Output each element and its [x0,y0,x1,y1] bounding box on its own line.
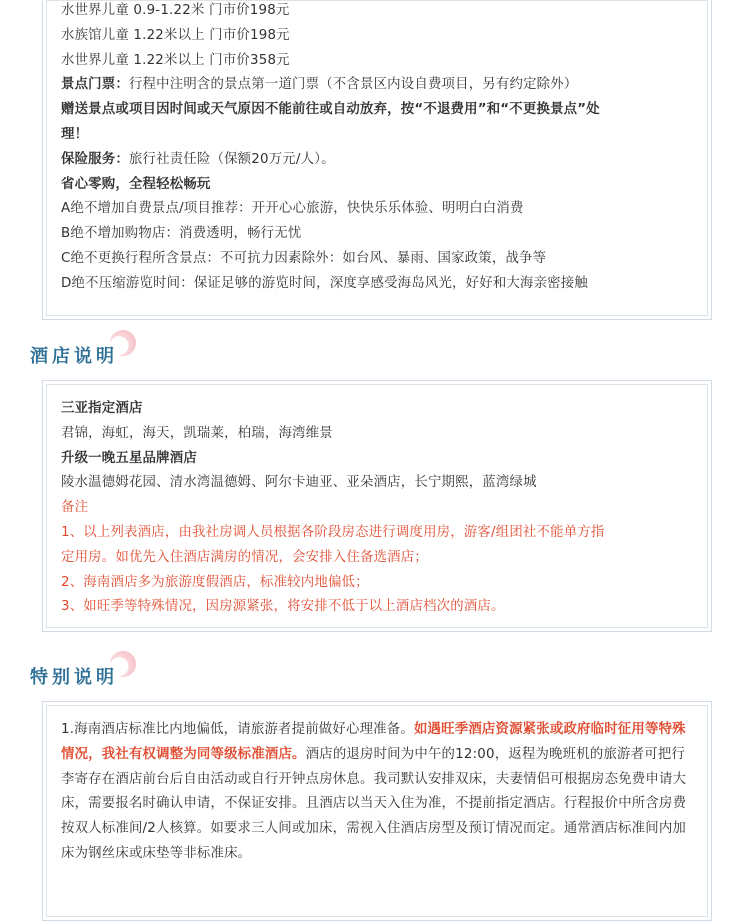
special-p1-highlight: 如遇旺季酒店资源紧张或政府临时征用等特殊情况，我社有权调整为同等级标准酒店。 [61,722,686,762]
carefree-title: 省心零购，全程轻松畅玩 [61,176,211,192]
scenic-text: 行程中注明含的景点第一道门票（不含景区内设自费项目，另有约定除外） [128,77,578,93]
scenic-label: 景点门票： [61,77,129,93]
carefree-item: D绝不压缩游览时间：保证足够的游览时间，深度享感受海岛风光，好好和大海亲密接触 [61,275,588,291]
special-section-title: 特别说明 [30,663,118,693]
carefree-item: C绝不更换行程所含景点：不可抗力因素除外：如台风、暴雨、国家政策，战争等 [61,250,547,266]
ticket-line: 水世界儿童 0.9-1.22米 门市价198元 [61,3,290,18]
note-1-line2: 定用房。如优先入住酒店满房的情况，会安排入住备选酒店； [61,549,428,565]
insurance-text: 旅行社责任险（保额20万元/人）。 [128,151,335,167]
special-info-box [42,701,712,921]
insurance-label: 保险服务： [61,151,129,167]
gift-note-line2: 理！ [61,126,89,142]
ticket-line: 水族馆儿童 1.22米以上 门市价198元 [61,27,290,43]
carefree-item: A绝不增加自费景点/项目推荐：开开心心旅游，快快乐乐体验、明明白白消费 [61,201,524,217]
note-2: 2、海南酒店多为旅游度假酒店，标准较内地偏低； [61,574,369,590]
sanya-hotel-list: 君锦，海虹，海天，凯瑞莱，柏瑞，海湾维景 [61,425,333,441]
gift-note-line1: 赠送景点或项目因时间或天气原因不能前往或自动放弃，按“不退费用”和“不更换景点”处 [61,102,600,118]
ticket-line: 水世界儿童 1.22米以上 门市价358元 [61,52,290,68]
hotel-section-title: 酒店说明 [30,342,118,372]
carefree-item: B绝不增加购物店：消费透明，畅行无忧 [61,226,302,242]
special-paragraph-1 [61,718,691,867]
sanya-hotel-title: 三亚指定酒店 [61,401,143,416]
insurance-line [61,148,693,173]
upgrade-hotel-list: 陵水温德姆花园、清水湾温德姆、阿尔卡迪亚、亚朵酒店，长宁期熙，蓝湾绿城 [61,475,537,491]
note-1-line1: 1、以上列表酒店，由我社房调人员根据各阶段房态进行调度用房，游客/组团社不能单方指 [61,524,605,540]
notes-label: 备注 [61,500,89,516]
special-p1-rest: 酒店的退房时间为中午的12:00，返程为晚班机的旅游者可把行李寄存在酒店前台后自由活动或自行开钟点房休息。我司默认安排双床，夫妻情侣可根据房态免费申请大床，需要报名时确认申请，不保证安排。且酒店以当天入住为准，不提前指定酒店。行程报价中所含房费按双人标准间/2人核算。如要求三人间或加床，需视入住酒店房型及预订情况而定。通常酒店标准间内加床为钢丝床或床垫等非标准床。 [61,746,687,861]
special-p1-prefix: 1.海南酒店标准比内地偏低，请旅游者提前做好心理准备。 [61,722,414,737]
scenic-tickets-line [61,73,693,98]
note-3: 3、如旺季等特殊情况，因房源紧张，将安排不低于以上酒店档次的酒店。 [61,599,505,615]
upgrade-hotel-title: 升级一晚五星品牌酒店 [61,450,197,466]
ticket-info-box [42,0,712,320]
hotel-info-box [42,380,712,632]
